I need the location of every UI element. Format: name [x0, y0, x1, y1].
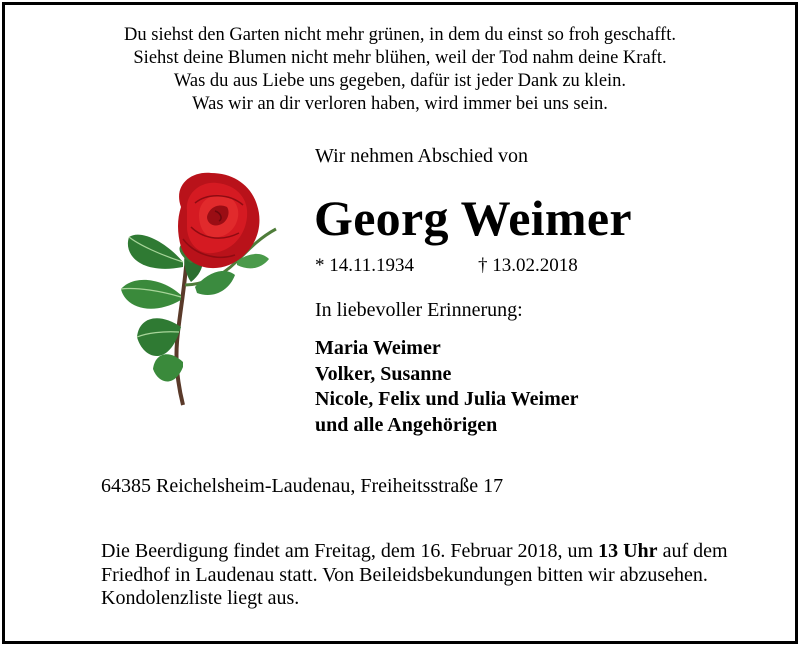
birth-date: * 14.11.1934	[315, 255, 415, 276]
deceased-name: Georg Weimer	[314, 190, 632, 246]
farewell-intro: Wir nehmen Abschied von	[315, 145, 529, 167]
poem-line: Was du aus Liebe uns gegeben, dafür ist jeder Dank zu klein.	[173, 71, 627, 91]
poem-line: Was wir an dir verloren haben, wird immer bei uns sein.	[192, 94, 608, 114]
mourner-line: Volker, Susanne	[315, 362, 452, 385]
mourner-line: und alle Angehörigen	[315, 413, 498, 436]
rose-icon	[111, 167, 281, 407]
poem	[5, 24, 795, 116]
death-date: † 13.02.2018	[478, 255, 578, 276]
mourners-list	[315, 336, 579, 438]
poem-line: Siehst deine Blumen nicht mehr blühen, weil der Tod nahm deine Kraft.	[133, 48, 667, 68]
memory-heading: In liebevoller Erinnerung:	[315, 299, 523, 321]
obituary-card	[2, 2, 798, 644]
mourner-line: Nicole, Felix und Julia Weimer	[315, 388, 579, 410]
address: 64385 Reichelsheim-Laudenau, Freiheitsstraße 17	[101, 475, 504, 497]
mourner-line: Maria Weimer	[315, 337, 441, 359]
funeral-notice	[101, 540, 741, 611]
funeral-time: 13 Uhr	[598, 540, 658, 562]
funeral-text-2: auf dem Friedhof in Laudenau statt. Von Beileidsbekundungen bitten wir abzusehen. Kondolenzliste liegt aus.	[101, 540, 728, 609]
poem-line: Du siehst den Garten nicht mehr grünen, in dem du einst so froh geschafft.	[124, 25, 676, 45]
funeral-text-1: Die Beerdigung findet am Freitag, dem 16. Februar 2018, um	[101, 540, 594, 562]
